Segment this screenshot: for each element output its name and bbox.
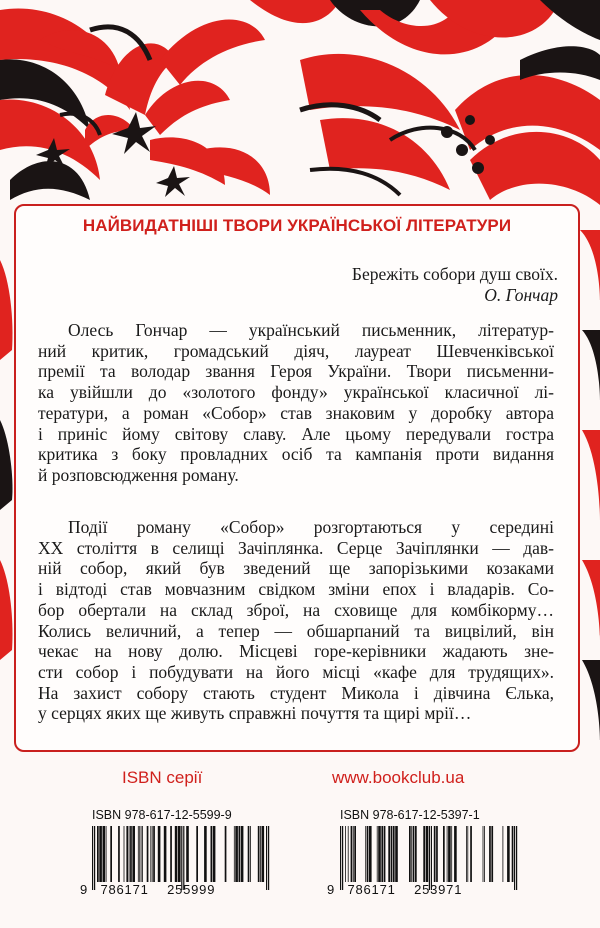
series-heading: НАЙВИДАТНІШІ ТВОРИ УКРАЇНСЬКОЇ ЛІТЕРАТУРИ [82,216,512,235]
epigraph-author: О. Гончар [484,285,558,305]
barcode-bar [467,826,468,882]
paragraph-line: На захист собору стають студент Микола і дівчина Єлька, [38,682,554,703]
description-panel [14,204,580,752]
barcode-bar [507,826,510,882]
barcode-bar [138,826,139,882]
barcode-bar [409,826,411,882]
epigraph-quote: Бережіть собори душ своїх. [351,264,558,284]
barcode-bar [384,826,386,882]
barcode-bar [434,826,436,882]
barcode-bar [129,826,130,882]
barcode-guard-bar [92,826,93,890]
barcode-bar [175,826,178,882]
paragraph-line: тератури, а роман «Собор» став знаковим у доробку автора [38,402,554,423]
barcode-bar [99,826,102,882]
barcode-guard-bar [431,826,432,890]
barcode-bar [150,826,151,882]
left-flower-cluster [0,8,270,200]
barcode-bar [367,826,369,882]
barcode-bar [454,826,457,882]
barcode-bar [139,826,140,882]
barcode-bar [451,826,452,882]
barcode-digit-group: 255999 [167,882,216,897]
right-edge-feathers [580,230,600,740]
barcode-bar [436,826,438,882]
paragraph-line: ний критик, громадський діяч, лауреат Шевченківської [38,340,554,361]
barcode-bar [448,826,451,882]
barcode-digit-group: 9 [80,882,89,897]
barcode-bar [250,826,251,882]
barcode-guard-bar [266,826,267,890]
barcode-bar [130,826,132,882]
barcode-guard-bar [183,826,184,890]
barcode-guard-bar [342,826,343,890]
barcode-bar [248,826,250,882]
barcode-bar [443,826,445,882]
barcode-bar [354,826,356,882]
barcode-bar [204,826,207,882]
barcode-bar [186,826,189,882]
barcode-bar [415,826,417,882]
left-edge-feathers [0,260,13,660]
barcode-bar [234,826,235,882]
barcode-bar [103,826,106,882]
paragraph-line: Олесь Гончар — український письменник, літератур- [68,320,554,340]
barcode-guard-bar [268,826,269,890]
barcode-bar [369,826,372,882]
barcode-bar [196,826,198,882]
barcode-bar [351,826,353,882]
barcode-bar [239,826,241,882]
barcode-guard-bar [516,826,517,890]
barcode-bar [345,826,346,882]
paragraph-line: і приніс йому світову славу. Але цьому передували гостра [38,423,554,444]
barcode-bar [388,826,390,882]
barcode-bar [106,826,107,882]
barcode-bar [152,826,153,882]
barcode-bar [393,826,395,882]
barcode-bar [147,826,149,882]
barcode-bar [126,826,128,882]
barcode-bar [178,826,181,882]
paragraph-line: і відтоді став мовчазним свідком зміни епох і владарів. Со- [38,579,554,600]
barcode-bar [235,826,238,882]
barcode-guard-bar [429,826,430,890]
right-feather-cluster [250,0,600,205]
barcode-bar [484,826,485,882]
paragraph-line: ній собор, який був зведений ще запорізькими козаками [38,558,554,579]
barcode-bar [97,826,99,882]
barcode-bar [411,826,412,882]
barcode-bar [466,826,467,882]
barcode-bar [395,826,398,882]
barcode-bar [413,826,415,882]
isbn-series-number: ISBN 978-617-12-5599-9 [92,808,232,822]
barcode-bar [124,826,125,882]
barcode-bar [491,826,493,882]
barcode-bar [142,826,143,882]
publisher-website[interactable]: www.bookclub.ua [332,768,465,787]
barcode-bar [258,826,260,882]
barcode-bar [118,826,120,882]
barcode-bar [483,826,484,882]
barcode-bar [225,826,227,882]
barcode-bar [391,826,393,882]
epigraph [352,264,558,306]
barcode-bar [170,826,172,882]
barcode-bar [262,826,265,882]
barcode-bar [241,826,244,882]
barcode-bar [365,826,366,882]
paragraph-author-bio [38,320,554,486]
barcode-bar [260,826,261,882]
paragraph-line: Колись величний, а тепер — обшарпаний та вицвілий, він [38,620,554,641]
barcode-bar [378,826,381,882]
paragraph-line: XX століття в селищі Зачіплянка. Серце Зачіплянки — дав- [38,537,554,558]
paragraph-line: бор обертали на склад зброї, на сховище для комбікорму… [38,599,554,620]
barcode-bar [164,826,167,882]
barcode-bar [503,826,504,882]
paragraph-line: Події роману «Собор» розгортаються у середині [68,517,554,537]
barcode-bar [447,826,448,882]
barcode-bar [512,826,514,882]
barcode-bar [213,826,216,882]
barcode-book-digits [327,882,462,897]
barcode-digit-group: 786171 [347,882,396,897]
barcode-digit-group: 253971 [414,882,463,897]
paragraph-line: у серцях яких ще живуть справжні почуття та щирі мрії… [38,703,472,724]
paragraph-novel-summary [38,517,554,724]
barcode-bar [426,826,429,882]
isbn-book-number: ISBN 978-617-12-5397-1 [340,808,480,822]
barcode-digit-group: 9 [327,882,336,897]
barcode-guard-bar [181,826,182,890]
barcode-series-digits [80,882,215,897]
barcode-bar [141,826,142,882]
paragraph-line: критика з боку провладних осіб та кампанія проти видання [38,444,554,465]
barcode-bar [153,826,155,882]
barcode-digit-group: 786171 [100,882,149,897]
paragraph-line: чекає на нову долю. Місцеві горе-керівники жадають зне- [38,641,554,662]
paragraph-line: премії та володар звання Героя України. Твори письменни- [38,361,554,382]
barcode-guard-bar [94,826,95,890]
barcode-bar [470,826,472,882]
barcode-bar [423,826,425,882]
barcode-guard-bar [514,826,515,890]
barcode-bar [211,826,213,882]
paragraph-line: й розповсюдження роману. [38,464,239,485]
barcode-bar [381,826,383,882]
barcode-guard-bar [340,826,341,890]
barcode-bar [489,826,491,882]
barcode-bar [348,826,349,882]
barcode-bar [377,826,378,882]
paragraph-line: ка увійшли до «золотого фонду» української класичної лі- [38,382,554,403]
barcode-bar [110,826,112,882]
barcode-bar [353,826,354,882]
barcode-bar [158,826,161,882]
isbn-series-label: ISBN серії [122,768,203,787]
paragraph-line: сти собор і побудувати на його місці «кафе для трудящих». [38,661,554,682]
barcode-bar [132,826,135,882]
